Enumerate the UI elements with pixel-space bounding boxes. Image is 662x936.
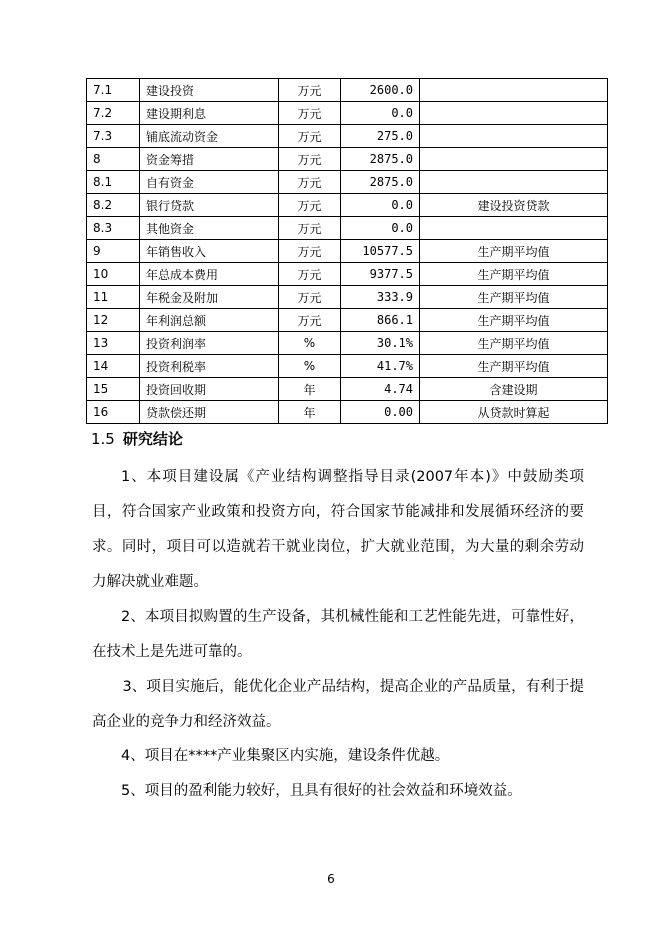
conclusion-paragraph-1: 1、本项目建设属《产业结构调整指导目录(2007年本)》中鼓励类项目，符合国家产业政策和投资方向，符合国家节能减排和发展循环经济的要求。同时，项目可以造就若干就业岗位，扩大就业范围，为大量的剩余劳动力解决就业难题。 (92, 469, 584, 590)
row-number: 11 (87, 286, 140, 309)
section-number: 1.5 (91, 430, 115, 448)
row-number: 8.3 (87, 217, 140, 240)
conclusion-paragraph-4: 4、项目在****产业集聚区内实施，建设条件优越。 (121, 748, 450, 764)
table-row (87, 217, 608, 240)
indicator-table (86, 78, 608, 424)
table-row (87, 378, 608, 401)
row-number: 9 (87, 240, 140, 263)
row-note: 生产期平均值 (420, 309, 608, 332)
row-unit: 万元 (279, 217, 341, 240)
row-number: 13 (87, 332, 140, 355)
row-number: 8 (87, 148, 140, 171)
section-title: 研究结论 (122, 430, 183, 448)
row-value: 2875.0 (341, 171, 420, 194)
row-value: 0.0 (341, 194, 420, 217)
row-note: 从贷款时算起 (420, 401, 608, 424)
row-number: 12 (87, 309, 140, 332)
conclusion-paragraph-5: 5、项目的盈利能力较好，且具有很好的社会效益和环境效益。 (121, 783, 522, 799)
row-unit: % (279, 355, 341, 378)
table-row (87, 263, 608, 286)
conclusion-paragraph-2: 2、本项目拟购置的生产设备，其机械性能和工艺性能先进，可靠性好，在技术上是先进可靠的。 (92, 609, 584, 660)
row-note (420, 171, 608, 194)
row-note (420, 79, 608, 102)
row-unit: % (279, 332, 341, 355)
table-row (87, 79, 608, 102)
row-number: 8.2 (87, 194, 140, 217)
table-row (87, 309, 608, 332)
row-item-name: 年销售收入 (140, 240, 279, 263)
row-unit: 年 (279, 401, 341, 424)
row-item-name: 年税金及附加 (140, 286, 279, 309)
row-item-name: 资金筹措 (140, 148, 279, 171)
table-row (87, 332, 608, 355)
row-note: 生产期平均值 (420, 286, 608, 309)
row-number: 10 (87, 263, 140, 286)
row-number: 7.3 (87, 125, 140, 148)
row-note: 生产期平均值 (420, 263, 608, 286)
row-value: 10577.5 (341, 240, 420, 263)
row-item-name: 铺底流动资金 (140, 125, 279, 148)
row-number: 7.2 (87, 102, 140, 125)
row-number: 16 (87, 401, 140, 424)
row-unit: 万元 (279, 194, 341, 217)
row-value: 2600.0 (341, 79, 420, 102)
indicator-table-body (87, 79, 608, 424)
row-item-name: 投资回收期 (140, 378, 279, 401)
table-row (87, 171, 608, 194)
row-item-name: 建设期利息 (140, 102, 279, 125)
table-row (87, 401, 608, 424)
table-row (87, 125, 608, 148)
row-unit: 万元 (279, 263, 341, 286)
row-value: 41.7% (341, 355, 420, 378)
row-item-name: 其他资金 (140, 217, 279, 240)
table-row (87, 355, 608, 378)
table-row (87, 286, 608, 309)
row-item-name: 年利润总额 (140, 309, 279, 332)
row-value: 2875.0 (341, 148, 420, 171)
row-item-name: 贷款偿还期 (140, 401, 279, 424)
page-number: 6 (327, 872, 335, 886)
table-row (87, 148, 608, 171)
row-value: 275.0 (341, 125, 420, 148)
table-row (87, 240, 608, 263)
row-number: 14 (87, 355, 140, 378)
row-unit: 万元 (279, 286, 341, 309)
row-note (420, 102, 608, 125)
row-note: 生产期平均值 (420, 355, 608, 378)
row-item-name: 银行贷款 (140, 194, 279, 217)
row-value: 9377.5 (341, 263, 420, 286)
row-unit: 万元 (279, 125, 341, 148)
row-number: 8.1 (87, 171, 140, 194)
conclusion-paragraph-3: 3、项目实施后，能优化企业产品结构，提高企业的产品质量，有利于提高企业的竞争力和经济效益。 (92, 679, 584, 730)
row-number: 7.1 (87, 79, 140, 102)
row-note (420, 148, 608, 171)
row-unit: 万元 (279, 171, 341, 194)
row-note: 生产期平均值 (420, 332, 608, 355)
row-unit: 年 (279, 378, 341, 401)
row-item-name: 投资利税率 (140, 355, 279, 378)
row-unit: 万元 (279, 79, 341, 102)
table-row (87, 102, 608, 125)
row-note (420, 217, 608, 240)
row-note (420, 125, 608, 148)
row-unit: 万元 (279, 148, 341, 171)
row-item-name: 投资利润率 (140, 332, 279, 355)
row-item-name: 年总成本费用 (140, 263, 279, 286)
row-number: 15 (87, 378, 140, 401)
row-note: 生产期平均值 (420, 240, 608, 263)
row-unit: 万元 (279, 240, 341, 263)
section-heading (91, 428, 183, 449)
row-note: 建设投资贷款 (420, 194, 608, 217)
row-value: 0.0 (341, 102, 420, 125)
row-item-name: 建设投资 (140, 79, 279, 102)
table-row (87, 194, 608, 217)
row-value: 30.1% (341, 332, 420, 355)
row-unit: 万元 (279, 102, 341, 125)
row-value: 0.00 (341, 401, 420, 424)
row-note: 含建设期 (420, 378, 608, 401)
row-item-name: 自有资金 (140, 171, 279, 194)
row-value: 866.1 (341, 309, 420, 332)
row-value: 4.74 (341, 378, 420, 401)
row-value: 333.9 (341, 286, 420, 309)
row-unit: 万元 (279, 309, 341, 332)
row-value: 0.0 (341, 217, 420, 240)
